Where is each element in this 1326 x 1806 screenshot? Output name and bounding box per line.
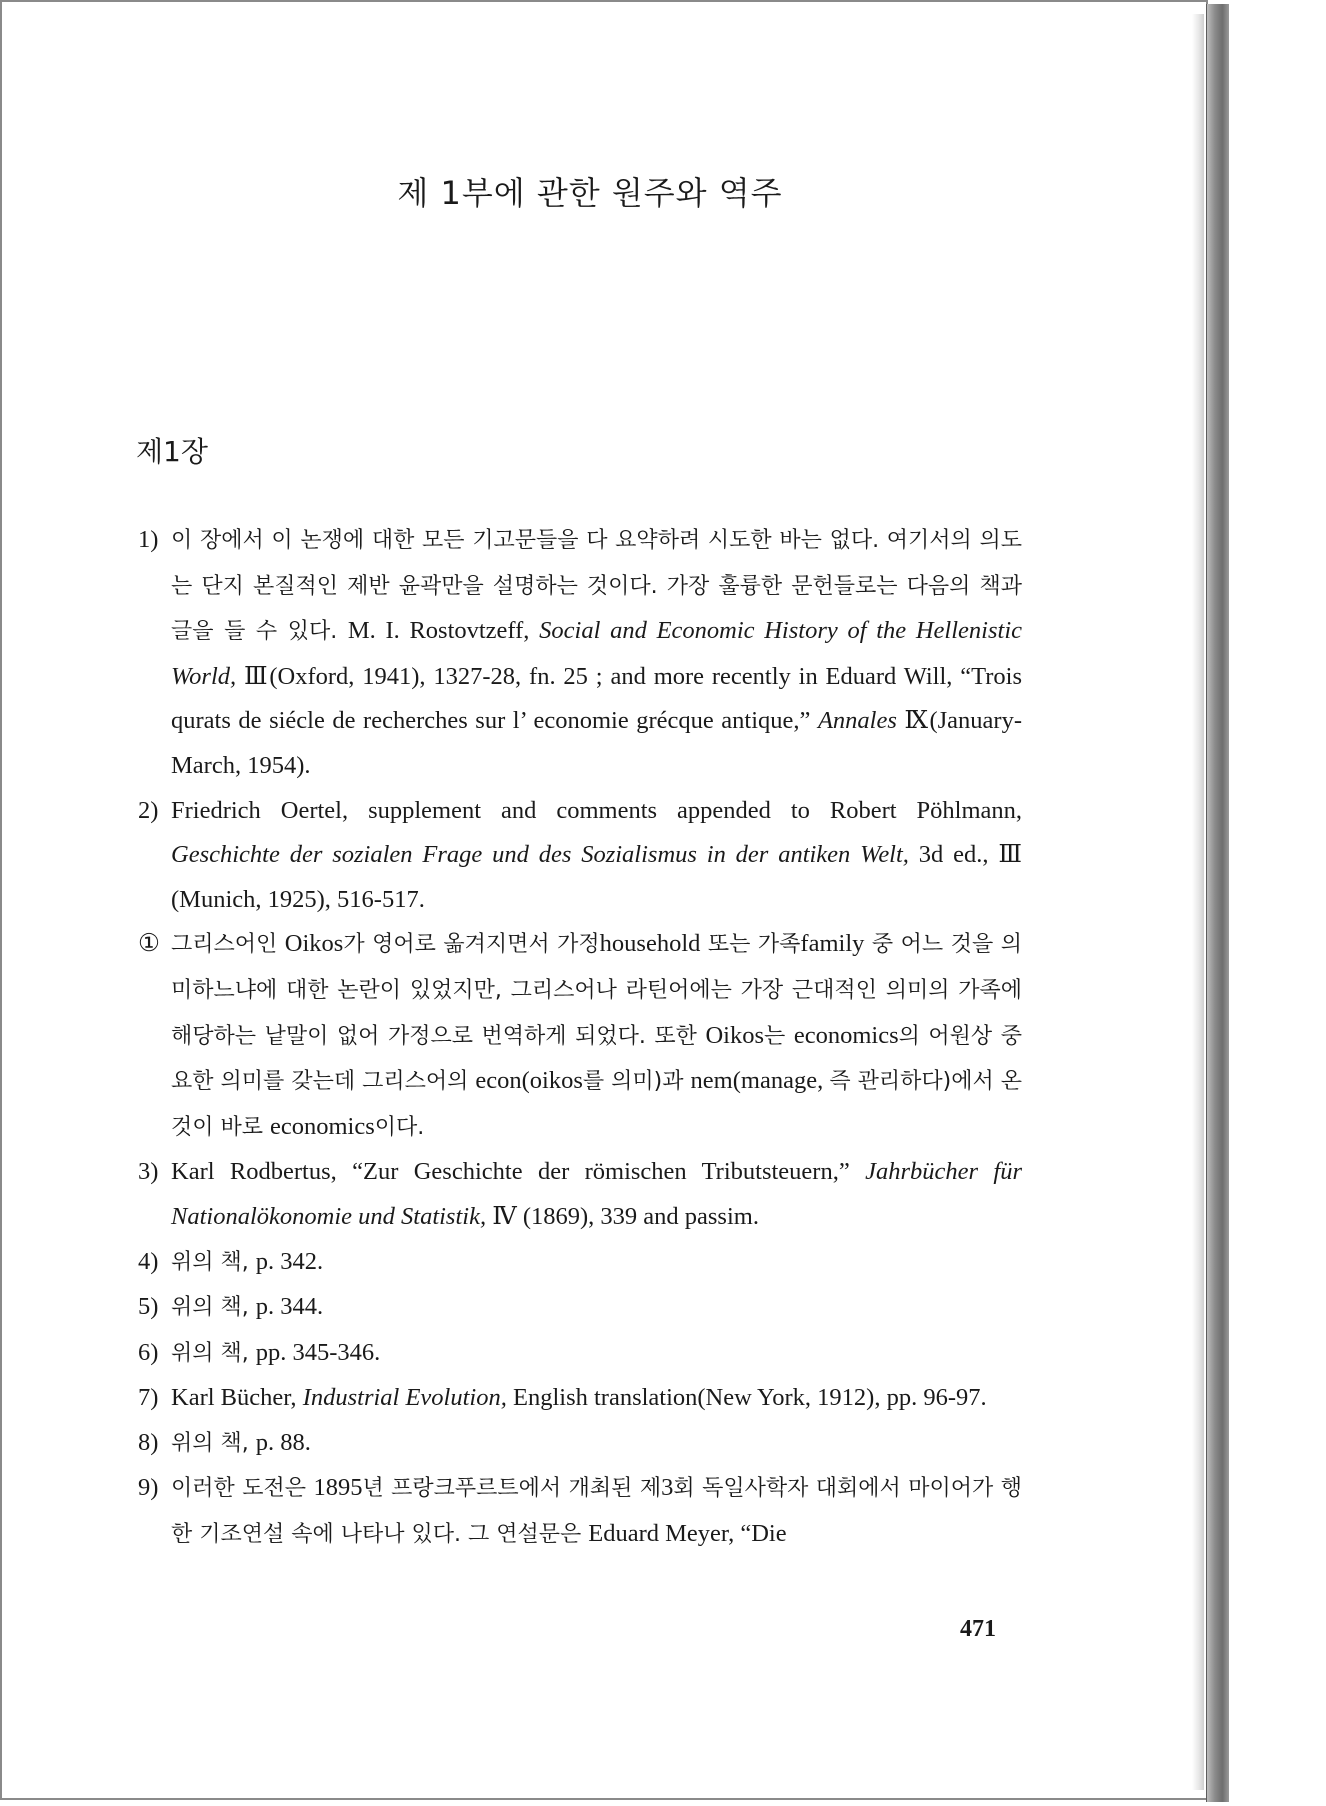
- text-run: Friedrich Oertel, supplement and comments appended to Robert Pöhlmann,: [171, 796, 1022, 824]
- text-run: 중 어느 것을 의미하느냐에 대한 논란이 있었지만, 그리스어나 라틴어에는 가장 근대적인 의미의 가족에 해당하는 낱말이 없어 가정으로 번역하게 되었다. 또한: [171, 932, 1022, 1049]
- text-run: Karl Bücher,: [171, 1384, 303, 1412]
- endnote-item: [138, 789, 1022, 923]
- endnote-item: [138, 922, 1022, 1150]
- endnote-marker: 8): [138, 1428, 159, 1456]
- endnote-item: [138, 1150, 1022, 1239]
- text-run: pp. 345-346.: [255, 1338, 381, 1366]
- text-run: p. 88.: [255, 1428, 311, 1456]
- text-run: 가 영어로 옮겨지면서 가정: [343, 932, 600, 958]
- endnote-item: [138, 1466, 1022, 1557]
- endnote-item: [138, 1285, 1022, 1331]
- text-run: 그리스어인: [171, 932, 285, 958]
- book-spine: [1206, 4, 1229, 1802]
- endnote-marker: 7): [138, 1384, 159, 1412]
- text-run: p. 342.: [255, 1247, 324, 1275]
- text-run: 년 프랑크푸르트에서 개최된 제: [362, 1476, 662, 1502]
- endnote-item: [138, 1331, 1022, 1377]
- text-run: English translation(New York, 1912), pp. 96-97.: [506, 1384, 987, 1412]
- endnote-marker: 9): [138, 1474, 159, 1502]
- endnote-marker: 5): [138, 1293, 159, 1321]
- endnote-text: [171, 1150, 1022, 1239]
- text-run: Ⅲ(Oxford, 1941), 1327-28, fn. 25 ; and more recently in Eduard Will, “Trois qurats de siécle de recherches sur l’ economie grécque antique,”: [171, 662, 1022, 735]
- text-run: 즉 관리하다)에서 온 것이 바로: [171, 1069, 1023, 1140]
- endnote-marker: 4): [138, 1247, 159, 1275]
- endnotes-list: [138, 518, 1022, 1558]
- text-run: economics: [270, 1112, 375, 1140]
- endnote-text: [171, 1421, 1022, 1467]
- text-run: 위의 책,: [171, 1295, 256, 1321]
- text-run: Oikos: [705, 1021, 765, 1049]
- endnote-item: [138, 1240, 1022, 1286]
- text-run: 위의 책,: [171, 1249, 256, 1275]
- endnote-marker: 3): [138, 1158, 159, 1186]
- endnote-text: [171, 1240, 1022, 1286]
- endnote-marker: ①: [138, 930, 160, 958]
- italic-title: Annales: [817, 707, 897, 735]
- text-run: econ(oikos: [475, 1067, 583, 1095]
- page-number: 471: [960, 1616, 996, 1642]
- text-run: 위의 책,: [171, 1340, 256, 1366]
- page-edge: [1192, 14, 1204, 1790]
- text-run: nem(manage,: [690, 1067, 830, 1095]
- chapter-heading: 제1장: [136, 435, 208, 468]
- text-run: 위의 책,: [171, 1430, 256, 1456]
- text-run: 1895: [313, 1474, 363, 1502]
- text-run: Karl Rodbertus, “Zur Geschichte der römischen Tributsteuern,”: [171, 1158, 866, 1186]
- text-run: 회 독일사학자 대회에서 마이어가 행한 기조연설 속에 나타나 있다. 그 연설문은: [171, 1476, 1022, 1548]
- text-run: 3d ed., Ⅲ (Munich, 1925), 516-517.: [171, 841, 1022, 913]
- italic-title: Social and Economic History of the Hellenistic World,: [171, 617, 1023, 690]
- text-run: M. I. Rostovtzeff,: [347, 617, 540, 645]
- text-run: Oikos: [284, 930, 344, 958]
- text-run: 를 의미)과: [582, 1069, 691, 1095]
- text-run: 또는 가족: [700, 932, 801, 958]
- italic-title: Jahrbücher für Nationalökonomie und Statistik,: [171, 1158, 1022, 1230]
- endnote-item: [138, 1421, 1022, 1467]
- text-run: household: [599, 930, 701, 958]
- italic-title: Industrial Evolution,: [302, 1384, 507, 1412]
- endnote-text: [171, 1466, 1022, 1557]
- text-run: family: [800, 930, 865, 958]
- endnote-text: [171, 922, 1022, 1150]
- endnote-item: [138, 1376, 1022, 1421]
- text-run: 는: [764, 1023, 794, 1049]
- endnote-marker: 6): [138, 1338, 159, 1366]
- text-run: p. 344.: [255, 1293, 324, 1321]
- endnote-text: [171, 1376, 1022, 1421]
- endnote-text: [171, 518, 1022, 789]
- text-run: 3: [661, 1474, 674, 1502]
- endnote-text: [171, 1285, 1022, 1331]
- text-run: 의 어원상 중요한 의미를 갖는데 그리스어의: [171, 1023, 1022, 1095]
- endnote-text: [171, 1331, 1022, 1377]
- italic-title: Geschichte der sozialen Frage und des Sozialismus in der antiken Welt,: [171, 841, 909, 869]
- text-run: 이러한 도전은: [171, 1476, 314, 1502]
- text-run: Eduard Meyer, “Die: [588, 1520, 787, 1548]
- endnote-text: [171, 789, 1022, 923]
- page-title: 제 1부에 관한 원주와 역주: [397, 174, 783, 212]
- endnote-item: [138, 518, 1022, 789]
- text-run: economics: [793, 1021, 899, 1049]
- endnote-marker: 1): [138, 526, 159, 553]
- text-run: Ⅳ (1869), 339 and passim.: [486, 1202, 759, 1230]
- text-run: 이 장에서 이 논쟁에 대한 모든 기고문들을 다 요약하려 시도한 바는 없다. 여기서의 의도는 단지 본질적인 제반 윤곽만을 설명하는 것이다. 가장 훌륭한 문헌들로는 다음의 책과 글을 들 수 있다.: [171, 528, 1022, 645]
- text-run: 이다.: [374, 1114, 425, 1140]
- text-run: Ⅸ(January-March, 1954).: [171, 707, 1022, 779]
- endnote-marker: 2): [138, 796, 159, 824]
